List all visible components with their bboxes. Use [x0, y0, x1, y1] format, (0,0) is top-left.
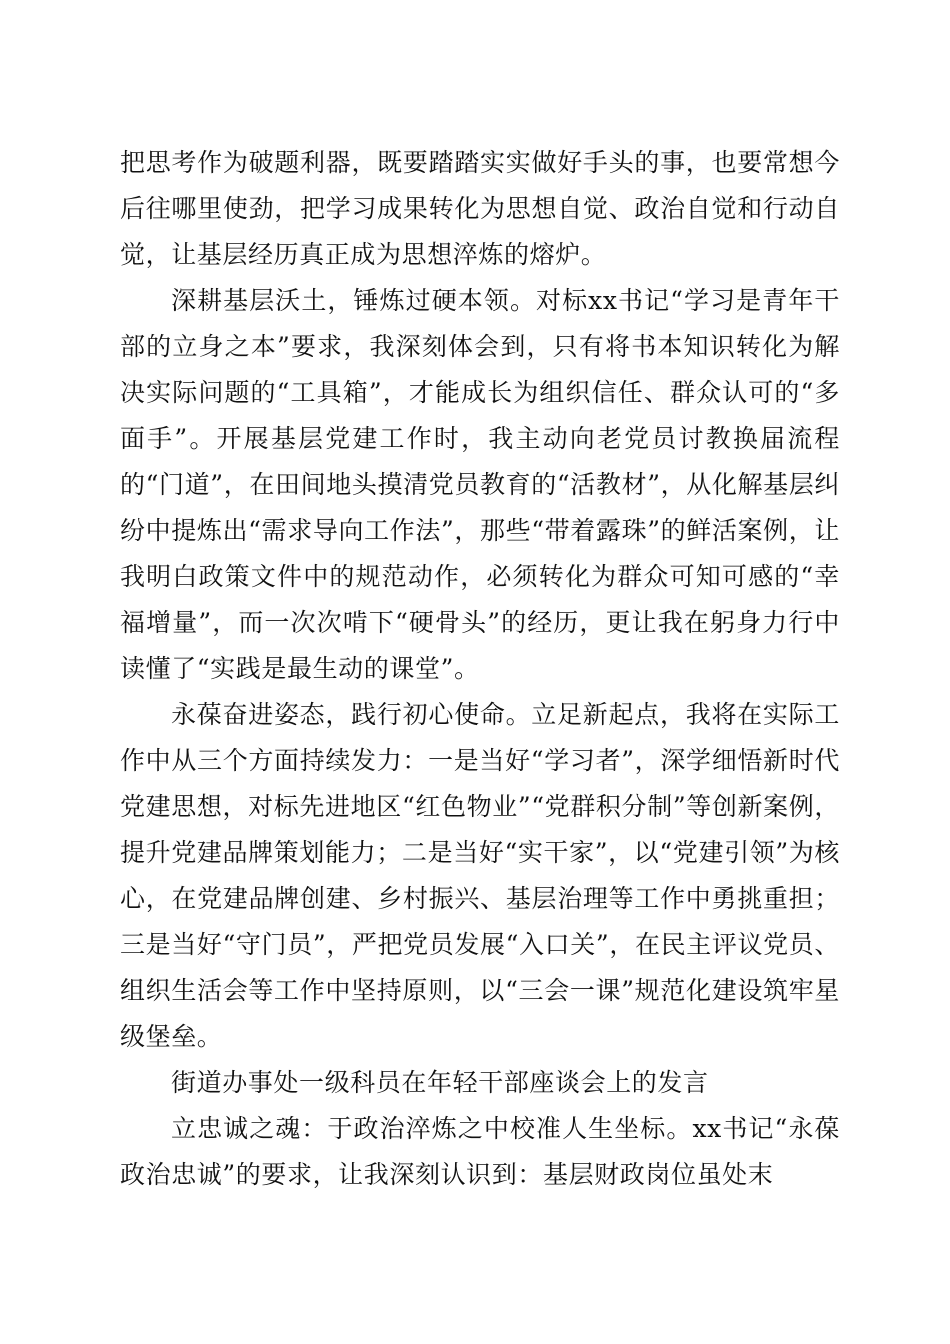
section-heading-speech-title: 街道办事处一级科员在年轻干部座谈会上的发言: [171, 1068, 709, 1097]
paragraph-political-loyalty: 立忠诚之魂：于政治淬炼之中校准人生坐标。xx书记“永葆政治忠诚”的要求，让我深刻认识到：基层财政岗位虽处末: [120, 1114, 840, 1189]
paragraph-continuation: 把思考作为破题利器，既要踏踏实实做好手头的事，也要常想今后往哪里使劲，把学习成果转化为思想自觉、政治自觉和行动自觉，让基层经历真正成为思想淬炼的熔炉。: [120, 148, 840, 269]
document-body: [120, 140, 840, 1198]
paragraph-grassroots-practice: 深耕基层沃土，锤炼过硬本领。对标xx书记“学习是青年干部的立身之本”要求，我深刻体会到，只有将书本知识转化为解决实际问题的“工具箱”，才能成长为组织信任、群众认可的“多面手”。开展基层党建工作时，我主动向老党员讨教换届流程的“门道”，在田间地头摸清党员教育的“活教材”，从化解基层纠纷中提炼出“需求导向工作法”，那些“带着露珠”的鲜活案例，让我明白政策文件中的规范动作，必须转化为群众可知可感的“幸福增量”，而一次次啃下“硬骨头”的经历，更让我在躬身力行中读懂了“实践是最生动的课堂”。: [120, 286, 840, 683]
paragraph-future-commitment: 永葆奋进姿态，践行初心使命。立足新起点，我将在实际工作中从三个方面持续发力：一是当好“学习者”，深学细悟新时代党建思想，对标先进地区“红色物业”“党群积分制”等创新案例，提升党建品牌策划能力；二是当好“实干家”，以“党建引领”为核心，在党建品牌创建、乡村振兴、基层治理等工作中勇挑重担；三是当好“守门员”，严把党员发展“入口关”，在民主评议党员、组织生活会等工作中坚持原则，以“三会一课”规范化建设筑牢星级堡垒。: [120, 700, 841, 1051]
